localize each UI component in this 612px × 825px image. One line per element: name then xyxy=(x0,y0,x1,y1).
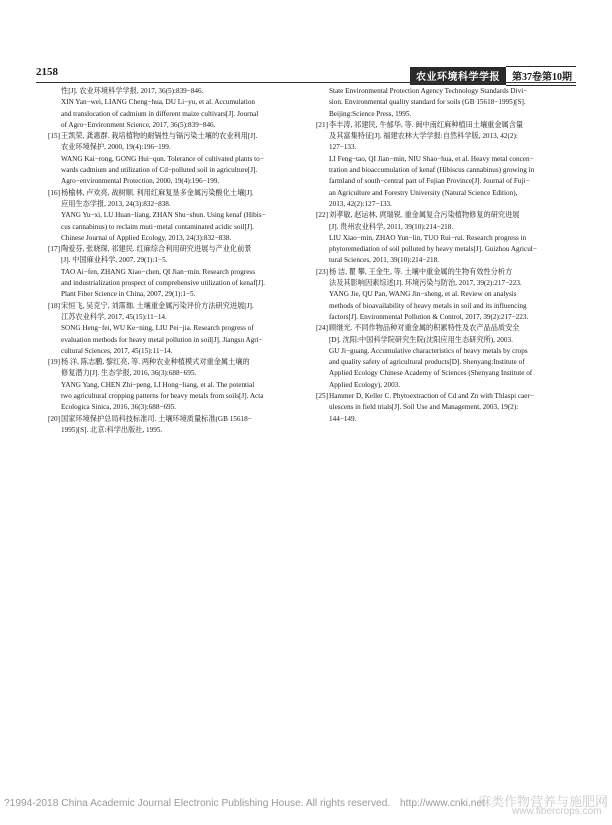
reference-entry xyxy=(48,301,310,357)
reference-line: 杨 洁, 瞿 攀, 王金生, 等. 土壤中重金属的生物有效性分析方 xyxy=(329,267,513,276)
reference-line: 宋恒飞, 吴克宁, 刘霈珈. 土壤重金属污染评价方法研究进展[J]. xyxy=(61,301,254,310)
reference-line: 修复潜力[J]. 生态学报, 2016, 36(3):688−695. xyxy=(61,369,197,378)
reference-line: wards cadmium and utilization of Cd−polluted soil in agriculture[J]. xyxy=(61,166,258,175)
reference-line: LIU Xiao−min, ZHAO Yun−lin, TUO Rui−rui. Research progress in xyxy=(329,233,527,242)
reference-line: [J]. 中国麻业科学, 2007, 29(1):1−5. xyxy=(61,256,168,265)
reference-line: of Agro−Environment Science, 2017, 36(5):839−846. xyxy=(61,120,216,129)
reference-entry xyxy=(316,267,578,323)
reference-line: 王凯荣, 龚惠群. 栽培植物的耐镉性与镉污染土壤的农业利用[J]. xyxy=(61,132,258,141)
reference-line: 杨 洋, 陈志鹏, 黎红亮, 等. 两种农业种植模式对重金属土壤的 xyxy=(61,358,250,367)
reference-number: [25] xyxy=(316,392,328,401)
watermark-text: 麻类作物营养与施肥网 xyxy=(478,794,609,809)
reference-line: 127−133. xyxy=(329,143,357,152)
reference-line: 江苏农业科学, 2017, 45(15):11−14. xyxy=(61,312,167,321)
reference-line: tration and bioaccumulation of kenaf (Hibiscus cannabinus) growing in xyxy=(329,166,535,175)
reference-entry xyxy=(48,244,310,300)
header-rule xyxy=(36,82,576,83)
reference-line: 陶爱芬, 张晓琛, 祁建民. 红麻综合利用研究进展与产业化前景 xyxy=(61,245,252,254)
reference-line: [D]. 沈阳:中国科学院研究生院(沈阳应用生态研究所), 2003. xyxy=(329,335,513,344)
watermark-url: www.fibercrops.com xyxy=(512,806,602,817)
reference-line: State Environmental Protection Agency Technology Standards Divi− xyxy=(329,87,528,95)
reference-number: [20] xyxy=(48,414,60,423)
journal-running-head xyxy=(410,66,576,86)
reference-line: 国家环境保护总局科技标准司. 土壤环境质量标准(GB 15618− xyxy=(61,414,252,423)
reference-line: two agricultural cropping patterns for heavy metals from soils[J]. Acta xyxy=(61,392,264,401)
reference-entry xyxy=(48,357,310,413)
reference-number: [18] xyxy=(48,301,60,310)
reference-line: 应用生态学报, 2013, 24(3):832−838. xyxy=(61,199,171,208)
reference-line: 李丰涛, 祁建民, 牛郁华, 等. 闽中南红麻种植田土壤重金属含量 xyxy=(329,120,524,129)
reference-line: Plant Fiber Science in China, 2007, 29(1):1−5. xyxy=(61,290,196,299)
reference-line: phytoremediation of soil polluted by heavy metals[J]. Guizhou Agricul− xyxy=(329,245,537,254)
reference-line: and quality safety of agricultural products[D]. Shenyang:Institute of xyxy=(329,358,525,367)
issue-info: 第37卷第10期 xyxy=(506,66,576,86)
reference-line: methods of bioavailability of heavy metals in soil and its influencing xyxy=(329,301,527,310)
reference-entry xyxy=(316,120,578,210)
journal-name: 农业环境科学学报 xyxy=(410,67,506,85)
page-header xyxy=(36,66,576,82)
cnki-link[interactable]: http://www.cnki.net xyxy=(400,798,485,809)
reference-line: 2013, 42(2):127−133. xyxy=(329,199,392,208)
reference-number: [21] xyxy=(316,120,328,129)
reference-line: YANG Yu−xi, LU Huan−liang, ZHAN Shu−shun. Using kenaf (Hibis− xyxy=(61,211,266,220)
reference-entry xyxy=(48,131,310,187)
reference-line: sion. Environmental quality standard for soils (GB 15618−1995)[S]. xyxy=(329,98,526,107)
reference-number: [16] xyxy=(48,188,60,197)
reference-line: 顾继光. 不同作物品种对重金属的积累特性及农产品品质安全 xyxy=(329,324,520,333)
reference-line: cultural Sciences, 2017, 45(15):11−14. xyxy=(61,346,173,355)
reference-line: and translocation of cadmium in different maize cultivars[J]. Journal xyxy=(61,109,259,118)
reference-line: 1995)[S]. 北京:科学出版社, 1995. xyxy=(61,425,163,434)
reference-line: Hammer D, Keller C. Phytoextraction of Cd and Zn with Thlaspi caer− xyxy=(329,392,534,401)
reference-entry xyxy=(316,323,578,391)
reference-entry xyxy=(316,86,578,120)
reference-line: Applied Ecology), 2003. xyxy=(329,380,401,389)
reference-line: 性[J]. 农业环境科学学报, 2017, 36(5):839−846. xyxy=(61,87,204,95)
reference-line: cus cannabinus) to reclaim muti−metal contaminated acidic soil[J]. xyxy=(61,222,254,231)
reference-entry xyxy=(316,391,578,425)
reference-number: [22] xyxy=(316,211,328,220)
reference-entry xyxy=(48,188,310,244)
reference-line: farmland of south−central part of Fujian Province[J]. Journal of Fuji− xyxy=(329,177,530,186)
reference-line: SONG Heng−fei, WU Ke−ning, LIU Pei−jia. Research progress of xyxy=(61,324,254,333)
reference-line: evaluation methods for heavy metal pollution in soil[J]. Jiangsu Agri− xyxy=(61,335,263,344)
reference-line: [J]. 贵州农业科学, 2011, 39(10):214−218. xyxy=(329,222,454,231)
reference-line: 及其富集特征[J]. 福建农林大学学报:自然科学版, 2013, 42(2): xyxy=(329,132,518,141)
reference-column-right xyxy=(316,86,578,425)
reference-entry xyxy=(48,86,310,131)
reference-line: Chinese Journal of Applied Ecology, 2013, 24(3):832−838. xyxy=(61,233,232,242)
reference-line: 法及其影响因素综述[J]. 环境污染与防治, 2017, 39(2):217−223. xyxy=(329,279,522,288)
reference-entry xyxy=(316,210,578,266)
reference-number: [19] xyxy=(48,358,60,367)
reference-number: [24] xyxy=(316,324,328,333)
reference-line: YANG Yang, CHEN Zhi−peng, LI Hong−liang, et al. The potential xyxy=(61,380,255,389)
reference-line: GU Ji−guang. Accumulative characteristics of heavy metals by crops xyxy=(329,346,528,355)
reference-line: Applied Ecology Chinese Academy of Sciences (Shenyang Institute of xyxy=(329,369,533,378)
reference-line: Agro−environmental Protection, 2000, 19(4):196−199. xyxy=(61,177,220,186)
reference-line: Beijing:Science Press, 1995. xyxy=(329,109,412,118)
copyright-notice: ?1994-2018 China Academic Journal Electronic Publishing House. All rights reserved. xyxy=(4,798,391,809)
reference-line: factors[J]. Environmental Pollution & Control, 2017, 39(2):217−223. xyxy=(329,312,529,321)
reference-line: TAO Ai−fen, ZHANG Xiao−chen, QI Jian−min. Research progress xyxy=(61,267,256,276)
reference-line: WANG Kai−rong, GONG Hui−qun. Tolerance of cultivated plants to− xyxy=(61,154,264,163)
reference-line: Ecologica Sinica, 2016, 36(3):688−695. xyxy=(61,403,177,412)
reference-number: [23] xyxy=(316,267,328,276)
reference-line: 杨榆林, 卢欢亮, 战树顺. 利用红麻复垦多金属污染酸化土壤[J]. xyxy=(61,188,254,197)
reference-line: 农业环境保护, 2000, 19(4):196−199. xyxy=(61,143,171,152)
reference-line: XIN Yan−wei, LIANG Cheng−hua, DU Li−yu, et al. Accumulation xyxy=(61,98,256,107)
page-number: 2158 xyxy=(36,66,58,78)
reference-line: an Agriculture and Forestry University (Natural Science Edition), xyxy=(329,188,518,197)
reference-line: 刘孝敏, 赵运林, 庹瑞锐. 重金属复合污染植物修复的研究进展 xyxy=(329,211,520,220)
reference-line: and industrialization prospect of comprehensive utilization of kenaf[J]. xyxy=(61,279,265,288)
reference-line: 144−149. xyxy=(329,414,357,423)
reference-column-left xyxy=(48,86,310,436)
reference-number: [15] xyxy=(48,132,60,141)
reference-line: LI Feng−tao, QI Jian−min, NIU Shao−hua, et al. Heavy metal concen− xyxy=(329,154,534,163)
reference-entry xyxy=(48,414,310,437)
reference-number: [17] xyxy=(48,245,60,254)
reference-line: ulescens in field trials[J]. Soil Use and Management, 2003, 19(2): xyxy=(329,403,519,412)
reference-line: tural Sciences, 2011, 39(10):214−218. xyxy=(329,256,439,265)
reference-line: YANG Jie, QU Pan, WANG Jin−sheng, et al. Review on analysis xyxy=(329,290,517,299)
